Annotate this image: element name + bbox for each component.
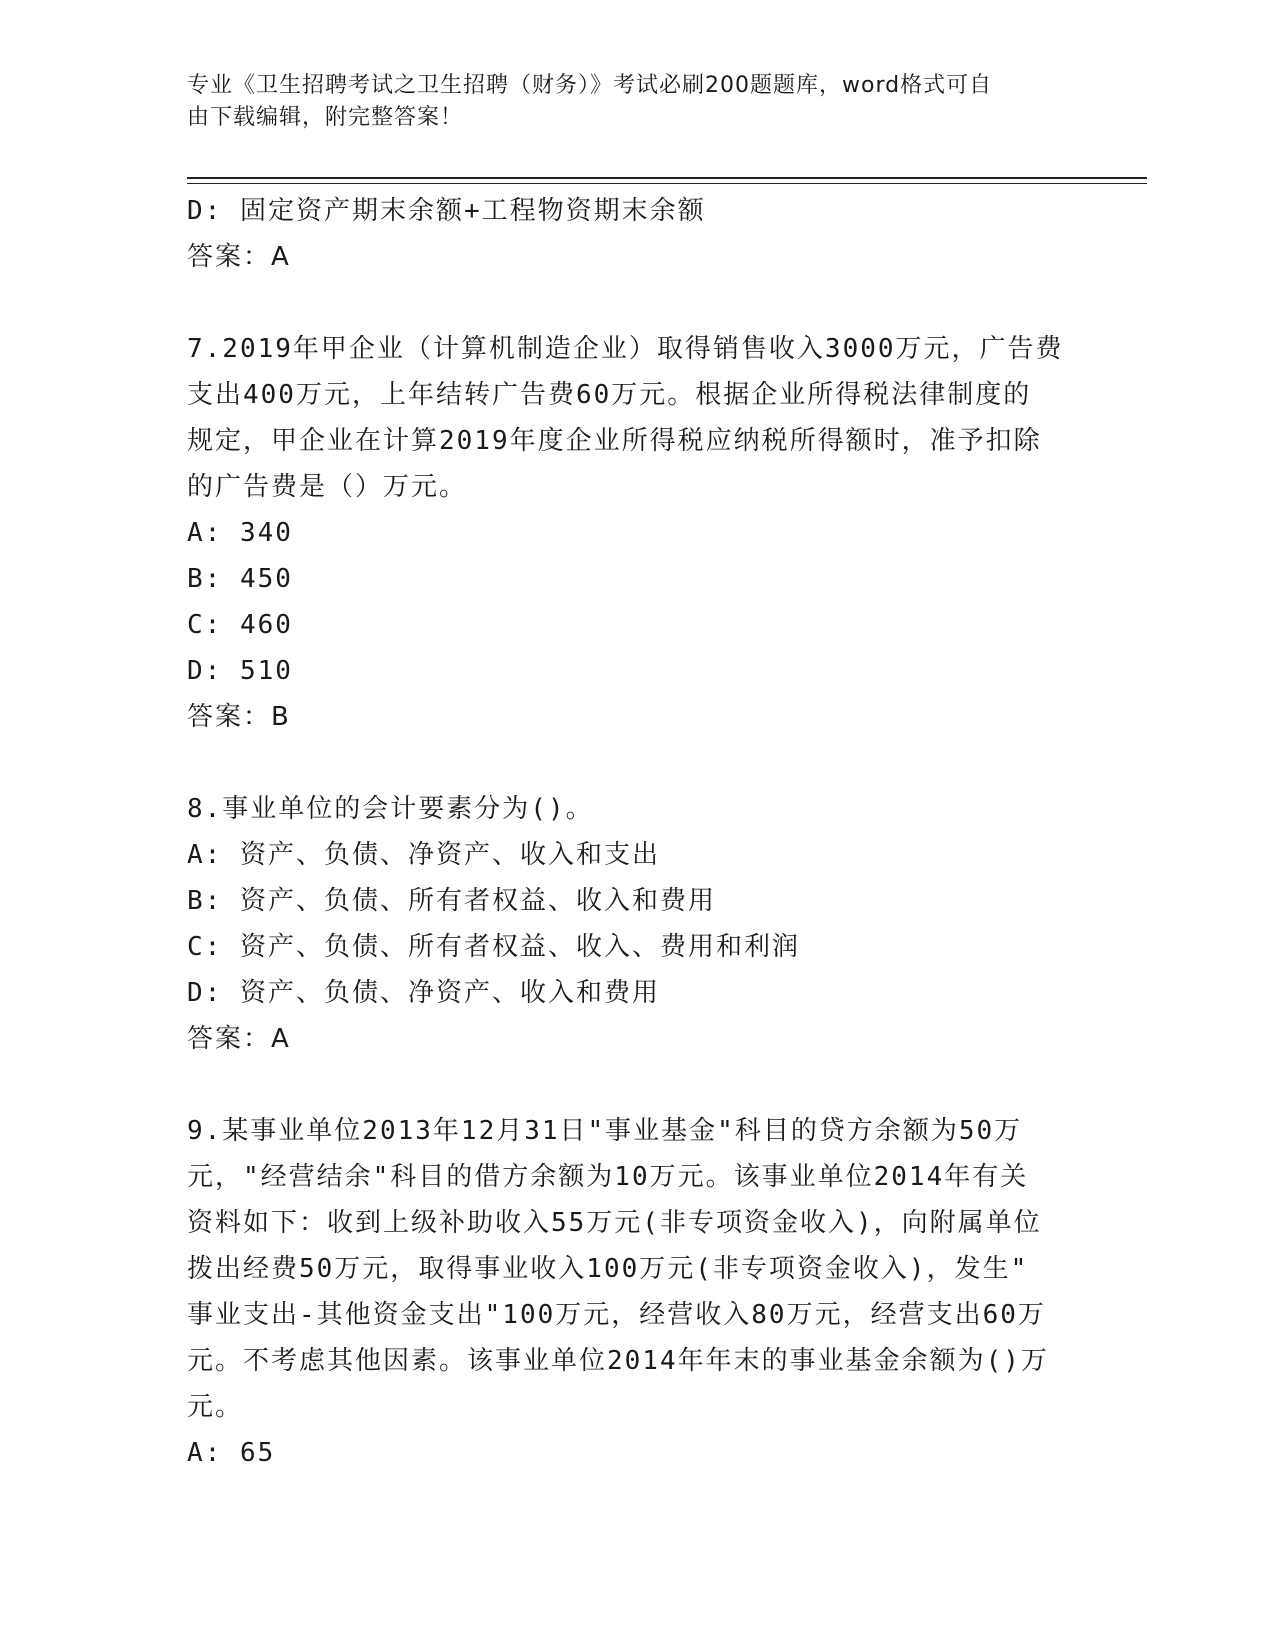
question-7-line-2: 支出400万元，上年结转广告费60万元。根据企业所得税法律制度的 xyxy=(187,380,1032,410)
question-7-answer: 答案：B xyxy=(187,702,291,732)
question-8-option-c: C: 资产、负债、所有者权益、收入、费用和利润 xyxy=(187,932,800,962)
question-7-option-a: A: 340 xyxy=(187,518,293,548)
question-7-line-4: 的广告费是（）万元。 xyxy=(187,472,468,502)
spacer xyxy=(187,740,1087,786)
question-7-option-d: D: 510 xyxy=(187,656,293,686)
spacer xyxy=(187,1062,1087,1108)
question-7-option-b: B: 450 xyxy=(187,564,293,594)
question-9 xyxy=(187,1108,1087,1476)
prev-option-d: D: 固定资产期末余额+工程物资期末余额 xyxy=(187,196,706,226)
question-9-line-7: 元。 xyxy=(187,1392,244,1422)
question-8-option-b: B: 资产、负债、所有者权益、收入和费用 xyxy=(187,886,716,916)
question-9-line-5: 事业支出-其他资金支出"100万元，经营收入80万元，经营支出60万 xyxy=(187,1300,1046,1330)
question-9-line-2: 元，"经营结余"科目的借方余额为10万元。该事业单位2014年有关 xyxy=(187,1162,1029,1192)
question-9-option-a: A: 65 xyxy=(187,1438,276,1468)
question-content xyxy=(187,188,1087,1476)
question-7-line-3: 规定，甲企业在计算2019年度企业所得税应纳税所得额时，准予扣除 xyxy=(187,426,1042,456)
question-8-option-d: D: 资产、负债、净资产、收入和费用 xyxy=(187,978,660,1008)
question-9-line-4: 拨出经费50万元，取得事业收入100万元(非专项资金收入)，发生" xyxy=(187,1254,1029,1284)
prev-answer: 答案：A xyxy=(187,242,291,272)
question-8-option-a: A: 资产、负债、净资产、收入和支出 xyxy=(187,840,660,870)
question-7-option-c: C: 460 xyxy=(187,610,293,640)
question-9-line-3: 资料如下：收到上级补助收入55万元(非专项资金收入)，向附属单位 xyxy=(187,1208,1042,1238)
question-8-text: 8.事业单位的会计要素分为()。 xyxy=(187,794,594,824)
question-7 xyxy=(187,326,1087,740)
header-divider-thin xyxy=(187,183,1147,184)
question-7-line-1: 7.2019年甲企业（计算机制造企业）取得销售收入3000万元，广告费 xyxy=(187,334,1064,364)
spacer xyxy=(187,280,1087,326)
question-8-answer: 答案：A xyxy=(187,1024,291,1054)
question-8 xyxy=(187,786,1087,1062)
header-title-line-2: 由下载编辑，附完整答案！ xyxy=(187,105,464,130)
question-9-line-1: 9.某事业单位2013年12月31日"事业基金"科目的贷方余额为50万 xyxy=(187,1116,1023,1146)
header-divider-thick xyxy=(187,177,1147,179)
document-header xyxy=(187,70,1067,134)
question-9-line-6: 元。不考虑其他因素。该事业单位2014年年末的事业基金余额为()万 xyxy=(187,1346,1049,1376)
header-title-line-1: 专业《卫生招聘考试之卫生招聘（财务）》考试必刷200题题库，word格式可自 xyxy=(187,73,993,98)
